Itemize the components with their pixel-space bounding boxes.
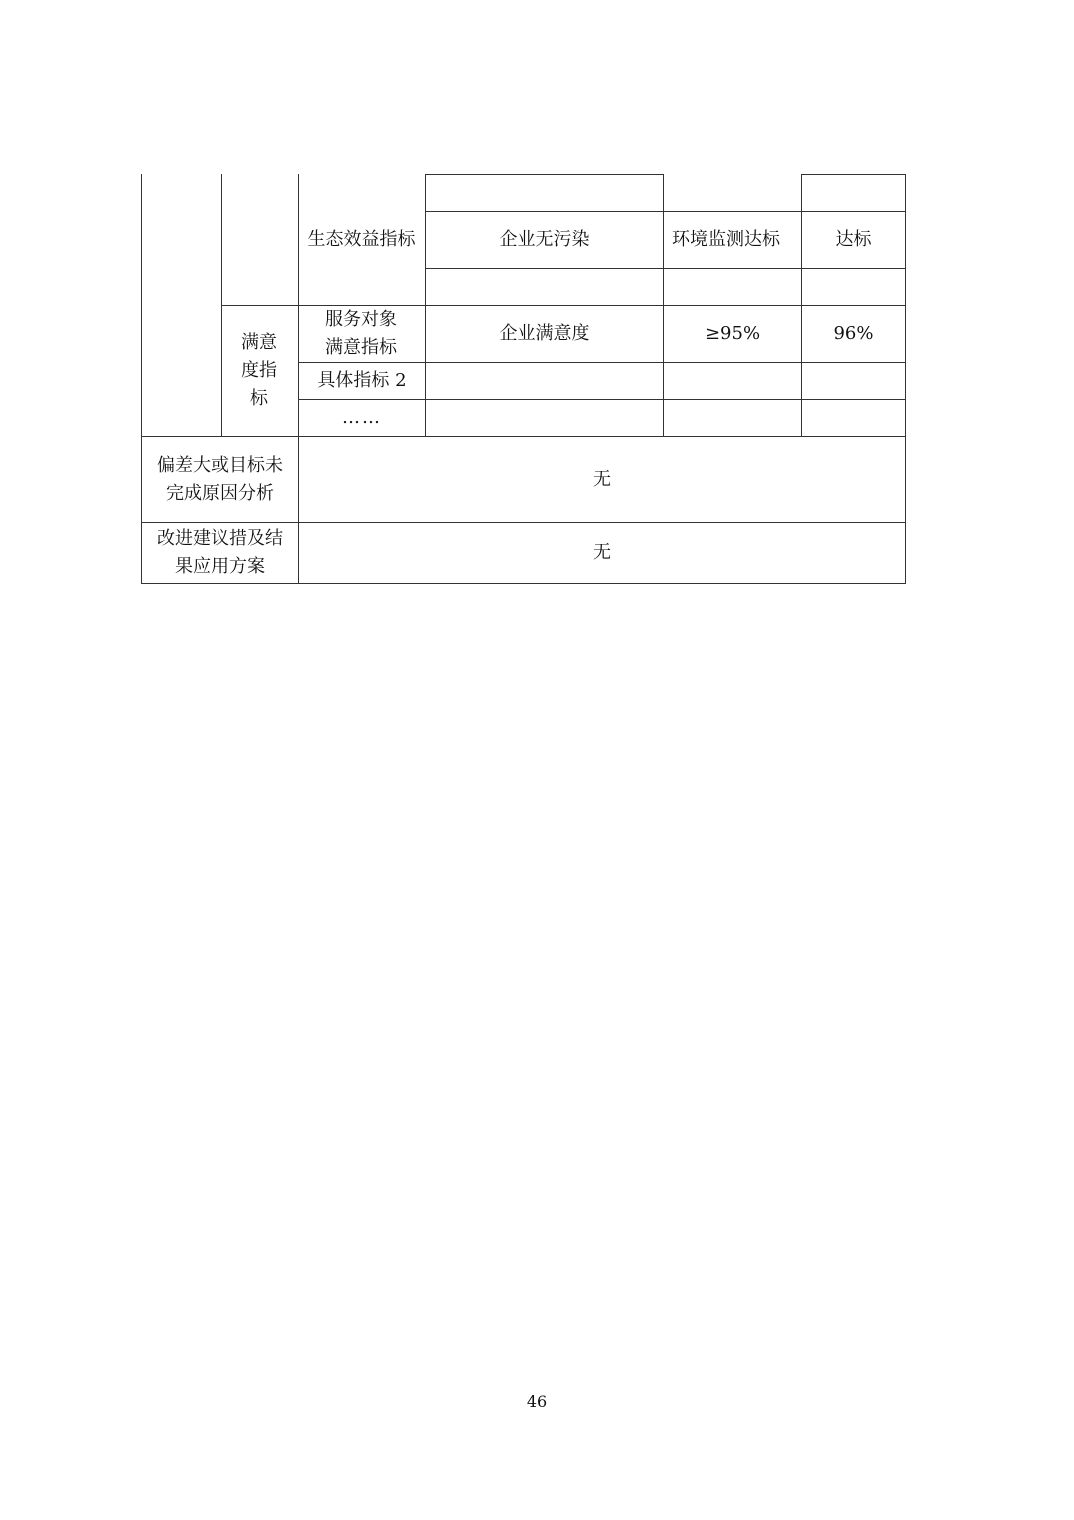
- deviation-label: 偏差大或目标未完成原因分析: [157, 454, 283, 504]
- satisfaction-group-label: 满意度指标: [241, 332, 277, 409]
- specific-indicator-label: 具体指标 2: [317, 370, 407, 391]
- improvement-value: 无: [593, 542, 611, 563]
- grid-line: [425, 174, 664, 175]
- eco-benefit-target: 环境监测达标: [672, 228, 780, 250]
- grid-line: [425, 268, 906, 269]
- eco-benefit-actual: 达标: [835, 228, 872, 250]
- grid-line: [801, 174, 906, 175]
- service-satisfaction-actual: 96%: [833, 323, 874, 344]
- grid-line: [141, 583, 906, 584]
- grid-line: [141, 174, 142, 584]
- grid-line: [905, 174, 906, 584]
- ellipsis-label: ……: [342, 407, 382, 428]
- service-satisfaction-content: 企业满意度: [499, 323, 590, 344]
- deviation-value: 无: [593, 468, 611, 490]
- eco-benefit-content: 企业无污染: [499, 228, 590, 250]
- page-number: 46: [526, 1392, 548, 1411]
- service-satisfaction-label: 服务对象满意指标: [325, 309, 397, 358]
- improvement-label: 改进建议措及结果应用方案: [157, 528, 283, 577]
- service-satisfaction-target: ≥95%: [704, 323, 761, 344]
- grid-line: [221, 174, 222, 437]
- eco-benefit-label: 生态效益指标: [307, 228, 416, 250]
